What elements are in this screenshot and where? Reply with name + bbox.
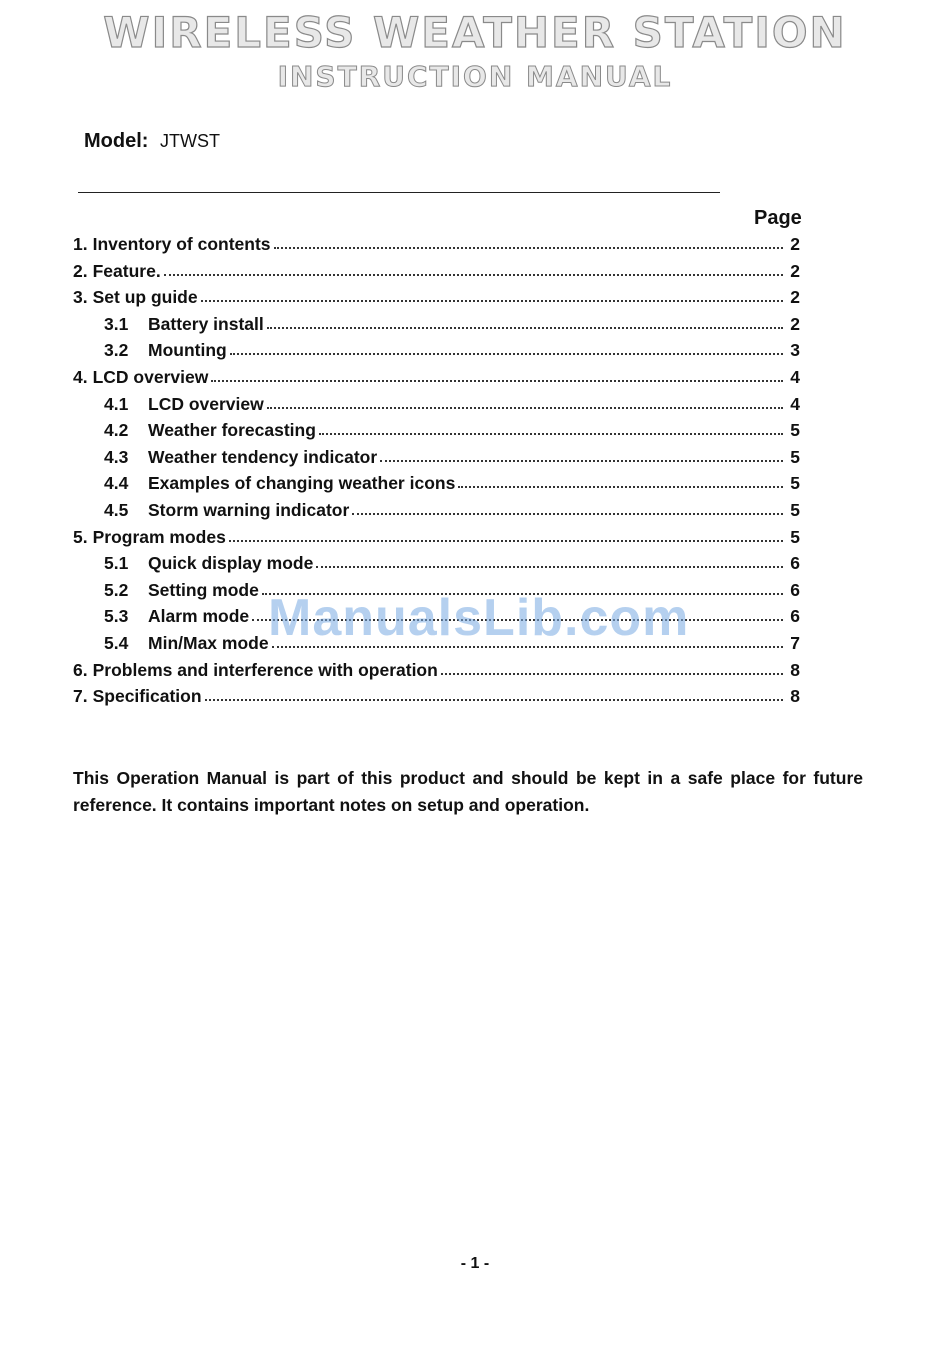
toc-entry-number: 4.5: [104, 500, 129, 520]
toc-entry-number: 4.1: [104, 393, 129, 414]
toc-entry-number: 5.1: [104, 553, 129, 574]
toc-leader-dots: [205, 699, 783, 701]
watermark: ManualsLib.com: [268, 589, 690, 647]
toc-leader-dots: [211, 380, 783, 382]
toc-entry: [104, 444, 800, 468]
operation-note: This Operation Manual is part of this product and should be kept in a safe place for future reference. It contains important notes on setup and operation.: [73, 768, 863, 815]
toc-leader-dots: [262, 593, 783, 595]
toc-entry-label: Min/Max mode: [148, 633, 269, 653]
toc-leader-dots: [316, 566, 783, 568]
toc-entry-page: 5: [790, 473, 800, 494]
toc-leader-dots: [252, 619, 783, 621]
toc-entry-page: 4: [790, 393, 800, 414]
toc-entry-label: Specification: [92, 686, 202, 707]
toc-entry-page: 5: [790, 446, 800, 467]
toc-entry: [73, 524, 800, 548]
toc-entry: [73, 284, 800, 308]
toc-leader-dots: [272, 646, 783, 648]
toc-entry-page: 2: [790, 313, 800, 334]
toc-entry-page: 6: [790, 606, 800, 627]
toc-entry-page: 8: [790, 686, 800, 707]
toc-entry-label: Quick display mode: [148, 553, 314, 574]
toc-entry-number: 2.: [73, 260, 88, 281]
toc-entry: [104, 311, 800, 335]
toc-leader-dots: [458, 486, 783, 488]
toc-entry: [104, 550, 800, 574]
toc-entry-label: Alarm mode: [148, 606, 250, 627]
toc-entry-page: 7: [790, 633, 800, 653]
toc-entry-number: 5.: [73, 526, 88, 547]
toc-leader-dots: [441, 673, 783, 675]
toc-entry: [104, 630, 800, 654]
toc-entry-number: 5.2: [104, 579, 129, 600]
toc-entry-number: 3.1: [104, 313, 129, 334]
toc-entry: [104, 470, 800, 494]
toc-entry-number: 3.: [73, 287, 88, 308]
toc-entry: [104, 603, 800, 627]
toc-entry-label: Examples of changing weather icons: [148, 473, 456, 494]
toc-entry-number: 4.2: [104, 420, 129, 441]
toc-entry: [73, 657, 800, 681]
toc-entry-number: 6.: [73, 659, 88, 680]
toc-page-heading: Page: [754, 207, 802, 229]
toc-entry-page: 2: [790, 234, 800, 254]
toc-entry-label: Weather tendency indicator: [148, 446, 378, 467]
toc-entry: [104, 497, 800, 521]
toc-entry-label: Feature.: [92, 260, 161, 281]
toc-entry-page: 3: [790, 340, 800, 361]
toc-entry-number: 4.4: [104, 473, 129, 494]
toc-entry-number: 5.3: [104, 606, 129, 627]
toc-leader-dots: [230, 353, 783, 355]
toc-entry-label: Weather forecasting: [148, 420, 316, 441]
toc-entry-label: Inventory of contents: [92, 234, 271, 254]
toc-entry: [73, 258, 800, 282]
toc-entry-label: Battery install: [148, 313, 264, 334]
toc-entry-number: 7.: [73, 686, 88, 707]
toc-leader-dots: [267, 327, 783, 329]
toc-entry-page: 2: [790, 260, 800, 281]
page-number: - 1 -: [460, 1255, 490, 1272]
toc-entry: [104, 391, 800, 415]
toc-entry-number: 4.: [73, 367, 88, 387]
toc-entry: [73, 683, 800, 707]
toc-entry-page: 2: [790, 287, 800, 308]
toc-leader-dots: [267, 407, 783, 409]
toc-entry-page: 6: [790, 553, 800, 574]
toc-leader-dots: [201, 300, 783, 302]
toc-entry-number: 1.: [73, 234, 88, 254]
toc-entry: [73, 364, 800, 388]
toc-entry: [104, 417, 800, 441]
toc-entry-number: 5.4: [104, 633, 129, 653]
toc-leader-dots: [380, 460, 783, 462]
toc-leader-dots: [229, 540, 783, 542]
toc-entry: [73, 231, 800, 255]
toc-entry-page: 6: [790, 579, 800, 600]
toc-entry-label: LCD overview: [148, 393, 264, 414]
model-label: Model:: [84, 130, 149, 152]
toc-leader-dots: [164, 274, 783, 276]
toc-entry: [104, 337, 800, 361]
toc-leader-dots: [274, 247, 783, 249]
toc-entry-label: Storm warning indicator: [148, 500, 350, 520]
toc-entry-number: 3.2: [104, 340, 129, 361]
toc-entry-label: LCD overview: [92, 367, 209, 387]
toc-leader-dots: [319, 433, 783, 435]
model-value: JTWST: [160, 131, 220, 151]
toc-entry-label: Problems and interference with operation: [92, 659, 438, 680]
toc-entry-label: Set up guide: [92, 287, 198, 308]
toc-entry: [104, 577, 800, 601]
document-subtitle: INSTRUCTION MANUAL: [277, 60, 673, 93]
toc-entry-page: 4: [790, 367, 800, 387]
toc-entry-page: 5: [790, 500, 800, 520]
toc-entry-label: Setting mode: [148, 579, 259, 600]
toc-entry-label: Program modes: [92, 526, 226, 547]
toc-entry-page: 5: [790, 420, 800, 441]
toc-entry-page: 8: [790, 659, 800, 680]
toc-leader-dots: [352, 513, 783, 515]
toc-entry-page: 5: [790, 526, 800, 547]
document-title: WIRELESS WEATHER STATION: [103, 8, 847, 57]
toc-entry-label: Mounting: [148, 340, 227, 361]
toc-entry-number: 4.3: [104, 446, 129, 467]
